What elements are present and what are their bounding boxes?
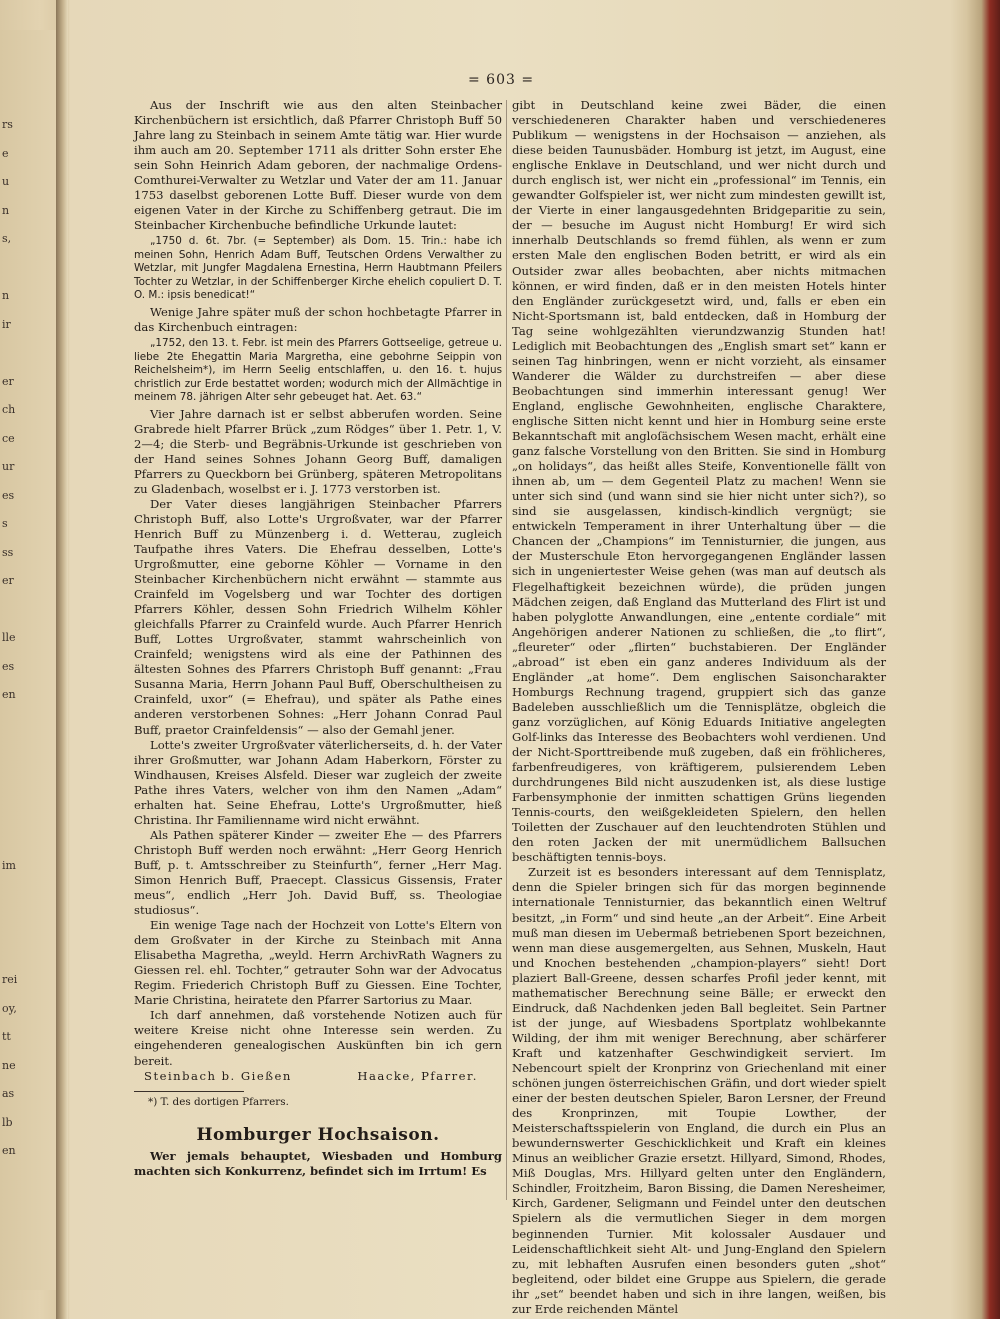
footnote: *) T. des dortigen Pfarrers. <box>148 1095 289 1108</box>
previous-page-fragment: rs <box>2 118 13 131</box>
previous-page-fragment: ir <box>2 317 11 331</box>
previous-page-fragment: es <box>2 488 15 502</box>
paragraph: Vier Jahre darnach ist er selbst abberufen worden. Seine Grabrede hielt Pfarrer Brück „zum Rödges“ über 1. Petr. 1, V. 2—4; die Sterb- und Begräbnis-Urkunde ist geschrieben von der Hand seines Sohnes Johann Georg Buff, damaligen Pfarrers zu Queckborn bei Grünberg, späteren Metropolitans zu Gladenbach, woselbst er i. J. 1773 verstorben ist. <box>134 406 502 496</box>
quote-paragraph: „1752, den 13. t. Febr. ist mein des Pfarrers Gottseelige, getreue u. liebe 2te Ehegattin Maria Margretha, eine gebohrne Seippin von Reichelsheim*), im Herrn Seelig entschlaffen, u. den 16. t. hujus christlich zur Erde bestattet worden; wodurch mich der Allmächtige in meinem 78. jährigen Alter sehr gebeuget hat. Aet. 63.“ <box>134 337 502 404</box>
page-number: = 603 = <box>468 72 535 88</box>
previous-page-fragment: s <box>2 517 8 530</box>
paragraph: Der Vater dieses langjährigen Steinbacher Pfarrers Christoph Buff, also Lotte's Urgroßvater, war der Pfarrer Henrich Buff zu Münzenberg i. d. Wetterau, zugleich Taufpathe ihres Vaters. Die Ehefrau desselben, Lotte's Urgroßmutter, eine geborne Köhler — Vorname in den Steinbacher Kirchenbüchern nicht erwähnt — stammte aus Crainfeld im Vogelsberg und war Tochter des dortigen Pfarrers Köhler, dessen Sohn Friedrich Wilhelm Köhler gleichfalls Pfarrer zu Crainfeld wurde. Auch Pfarrer Henrich Buff, Lottes Urgroßvater, stammt wahrscheinlich von Crainfeld; wenigstens wird als eine der Pathinnen des ältesten Sohnes des Pfarrers Christoph Buff genannt: „Frau Susanna Maria, Herrn Johann Paul Buff, Oberschultheisen zu Crainfeld, uxor“ (= Ehefrau), und später als Pathe eines anderen verstorbenen Sohnes: „Herr Johann Conrad Paul Buff, praetor Crainfeldensis“ — also der Gemahl jener. <box>134 496 502 737</box>
book-edge <box>966 0 1000 1319</box>
previous-page-fragment: oy, <box>2 1001 17 1015</box>
paragraph: gibt in Deutschland keine zwei Bäder, die einen verschiedeneren Charakter haben und verschiedeneres Publikum — wenigstens in der Hochsaison — anziehen, als diese beiden Taunusbäder. Homburg ist jetzt, im August, eine englische Enklave in Deutschland, und wer nicht durch und durch englisch ist, wer nicht ein „professional“ im Tennis, ein gewandter Golfspieler ist, wer nicht zum mindesten gewillt ist, der Vierte in einer langausgedehnten Bridgeparitie zu sein, der — besuche im August nicht Homburg! Er wird sich innerhalb Deutschlands so fremd fühlen, als wenn er zum ersten Male den englischen Boden betritt, er wird als ein Outsider zwar alles beobachten, aber nichts mitmachen können, er wird finden, daß er in den meisten Hotels hinter den Engländer zurückgesetzt wird, und, falls er eben ein Nicht-Sportsmann ist, bald entdecken, daß in Homburg der Tag seine wohlgezählten vierundzwanzig Stunden hat! Lediglich mit Beobachtungen des „English smart set“ kann er seinen Tag hinbringen, wenn er nicht vorzieht, als einsamer Wanderer die Wälder zu durchstreifen — aber diese Beobachtungen sind immerhin interessant genug! Wer England, englische Gewohnheiten, englische Charaktere, englische Sitten nicht kennt und hier in Homburg seine erste Bekanntschaft mit angloſächsischem Wesen macht, erhält eine ganz falsche Vorstellung von den Britten. Sie sind in Homburg „on holidays“, das heißt alles Steife, Konventionelle fällt von ihnen ab, um — dem Gegenteil Platz zu machen! Wenn sie unter sich sind (und wann sind sie hier nicht unter sich?), so sind sie ausgelassen, kindisch-kindlich vergnügt; sie entwickeln Temperament in ihrer Unterhaltung über — die Chancen der „Champions“ im Tennisturnier, die jungen, aus der Musterschule Eton hervorgegangenen Engländer lassen sich in ungeniertester Weise gehen (was man auf deutsch als Flegelhaftigkeit bezeichnen würde), die prüden jungen Mädchen zeigen, daß England das Mutterland des Flirt ist und haben polyglotte Anwandlungen, eine „entente cordiale“ mit Angehörigen anderer Nationen zu schließen, die „to flirt“, „fleureter“ oder „flirten“ buchstabieren. Der Engländer „abroad“ ist eben ein ganz anderes Individuum als der Engländer „at home“. Dem englischen Saisoncharakter Homburgs Rechnung tragend, gruppiert sich das ganze Badeleben ausschließlich um die Tennisplätze, obgleich die ganz vorzüglichen, auf König Eduards Initiative angelegten Golf-links das Interesse des Beobachters wohl verdienen. Und der Nicht-Sporttreibende muß zugeben, daß ein fröhlicheres, farbenfreudigeres, von kräftigerem, pulsierendem Leben durchdrungenes Bild nicht auszudenken ist, als diese lustige Farbensymphonie der inmitten schattigen Grüns liegenden Tennis-courts, den weißgekleideten Spielern, den hellen Toiletten der Zuschauer auf den leuchtendroten Stühlen und den roten Jacken der mit unermüdlichem Ballsuchen beschäftigten tennis-boys. <box>512 98 886 865</box>
previous-page-fragment: en <box>2 688 16 701</box>
paragraph: Aus der Inschrift wie aus den alten Steinbacher Kirchenbüchern ist ersichtlich, daß Pfarrer Christoph Buff 50 Jahre lang zu Steinbach in seinem Amte tätig war. Hier wurde ihm auch am 20. September 1711 als dritter Sohn erster Ehe sein Sohn Heinrich Adam geboren, der nachmalige Ordens-Comthurei-Verwalter zu Wetzlar und Vater der am 11. Januar 1753 daselbst geborenen Lotte Buff. Dieser wurde von dem eigenen Vater in der Kirche zu Schiffenberg getraut. Die im Steinbacher Kirchenbuche befindliche Urkunde lautet: <box>134 98 502 233</box>
footnote-rule <box>134 1091 244 1092</box>
signature <box>134 1069 502 1084</box>
previous-page-fragment: er <box>2 374 14 388</box>
previous-page-fragment: ch <box>2 403 16 416</box>
paragraph: Als Pathen späterer Kinder — zweiter Ehe — des Pfarrers Christoph Buff werden noch erwähnt: „Herr Georg Henrich Buff, p. t. Amtsschreiber zu Steinfurth“, ferner „Herr Mag. Simon Henrich Buff, Praecept. Classicus Gissensis, Frater meus“, endlich „Herr Joh. David Buff, ss. Theologiae studiosus“. <box>134 827 502 918</box>
previous-page-fragment: rei <box>2 973 18 986</box>
paragraph: Wenige Jahre später muß der schon hochbetagte Pfarrer in das Kirchenbuch eintragen: <box>134 304 502 334</box>
previous-page-fragment: n <box>2 289 10 302</box>
column-divider <box>506 100 507 1200</box>
previous-page-fragment: tt <box>2 1030 11 1043</box>
article-lead: Wer jemals behauptet, Wiesbaden und Homburg machten sich Konkurrenz, befindet sich im Irrtum! Es <box>134 1148 502 1178</box>
previous-page-fragment: lle <box>2 631 16 644</box>
previous-page-edge <box>0 30 58 1290</box>
paragraph: Lotte's zweiter Urgroßvater väterlicherseits, d. h. der Vater ihrer Großmutter, war Johann Adam Haberkorn, Förster zu Windhausen, Kreises Alsfeld. Dieser war zugleich der zweite Pathe ihres Vaters, welcher von ihm den Namen „Adam“ erhalten hat. Seine Ehefrau, Lotte's Urgroßmutter, hieß Christina. Ihr Familienname wird nicht erwähnt. <box>134 737 502 827</box>
previous-page-fragment: en <box>2 1144 16 1157</box>
previous-page-fragment: im <box>2 859 16 872</box>
previous-page-fragment: e <box>2 146 9 160</box>
paragraph: Ich darf annehmen, daß vorstehende Notizen auch für weitere Kreise nicht ohne Interesse sein werden. Zu eingehenderen genealogischen Auskünften bin ich gern bereit. <box>134 1008 502 1068</box>
article-headline: Homburger Hochsaison. <box>196 1124 440 1145</box>
previous-page-fragment: lb <box>2 1115 13 1129</box>
previous-page-fragment: u <box>2 175 10 188</box>
paragraph: Ein wenige Tage nach der Hochzeit von Lotte's Eltern von dem Großvater in der Kirche zu Steinbach mit Anna Elisabetha Magretha, „weyld. Herrn ArchivRath Wagners zu Giessen rel. ehl. Tochter,“ getrauter Sohn war der Advocatus Regim. Friederich Christoph Buff zu Giessen. Eine Tochter, Marie Christina, heiratete den Pfarrer Sartorius zu Maar. <box>134 918 502 1008</box>
previous-page-fragment: ce <box>2 431 15 445</box>
previous-page-fragment: es <box>2 659 15 673</box>
previous-page-fragment: ur <box>2 460 15 473</box>
quote-paragraph: „1750 d. 6t. 7br. (= September) als Dom. 15. Trin.: habe ich meinen Sohn, Henrich Adam Buff, Teutschen Ordens Verwalther zu Wetzlar, mit Jungfer Magdalena Ernestina, Herrn Haubtmann Pfeilers Tochter zu Wetzlar, in der Schiffenberger Kirche ehelich copuliert D. T. O. M.: ipsis benedicat!“ <box>134 235 502 302</box>
right-column <box>512 98 886 1317</box>
paragraph: Zurzeit ist es besonders interessant auf dem Tennisplatz, denn die Spieler bringen sich für das morgen beginnende internationale Tennisturnier, das bekanntlich einen Weltruf besitzt, „in Form“ und sind heute „an der Arbeit“. Eine Arbeit muß man diesen im Uebermaß betriebenen Sport bezeichnen, wenn man diese ausgemergelten, aus Sehnen, Muskeln, Haut und Knochen bestehenden „champion-players“ sieht! Dort plaziert Ball-Greene, dessen scharfes Profil jeder kennt, mit mathematischer Berechnung seine Bälle; er erweckt den Eindruck, daß Nachdenken jeden Ball begleitet. Sein Partner ist der junge, auf Wiesbadens Sportplatz wohlbekannte Wilding, der ihm mit weniger Berechnung, aber schärferer Kraft und katzenhafter Geschwindigkeit serviert. Im Nebencourt spielt der Kronprinz von Griechenland mit einer schönen jungen österreichischen Gräfin, und dort wieder spielt einer der besten deutschen Spieler, Baron Lersner, der Freund des Kronprinzen, mit Toupie Lowther, der Meisterschaftsspielerin von England, die durch ein Plus an bewundernswerter Geschicklichkeit und Kraft ein kleines Minus an weiblicher Grazie ersetzt. Hillyard, Simond, Rhodes, Miß Douglas, Mrs. Hillyard gelten unter den Engländern, Schindler, Froitzheim, Baron Bissing, die Damen Neresheimer, Kirch, Gardener, Seligmann und Feindel unter den deutschen Spielern als die vermutlichen Sieger in dem morgen beginnenden Turnier. Mit kolossaler Ausdauer und Leidenschaftlichkeit sieht Alt- und Jung-England den Spielern zu, mit lebhaften Ausrufen einen besonders guten „shot“ begleitend, oder bildet eine Gruppe aus Spielern, die gerade ihr „set“ beendet haben und sich in ihre langen, weißen, bis zur Erde reichenden Mäntel <box>512 865 886 1316</box>
previous-page-fragment: s, <box>2 232 12 245</box>
signature-name: Haacke, Pfarrer. <box>357 1068 478 1083</box>
left-column <box>134 98 502 1179</box>
signature-place: Steinbach b. Gießen <box>144 1068 292 1083</box>
previous-page-fragment: ss <box>2 545 14 559</box>
previous-page-fragment: ne <box>2 1058 16 1072</box>
previous-page-fragment: er <box>2 574 14 587</box>
previous-page-fragment: n <box>2 203 10 217</box>
previous-page-fragment: as <box>2 1087 15 1100</box>
book-gutter <box>56 0 68 1319</box>
